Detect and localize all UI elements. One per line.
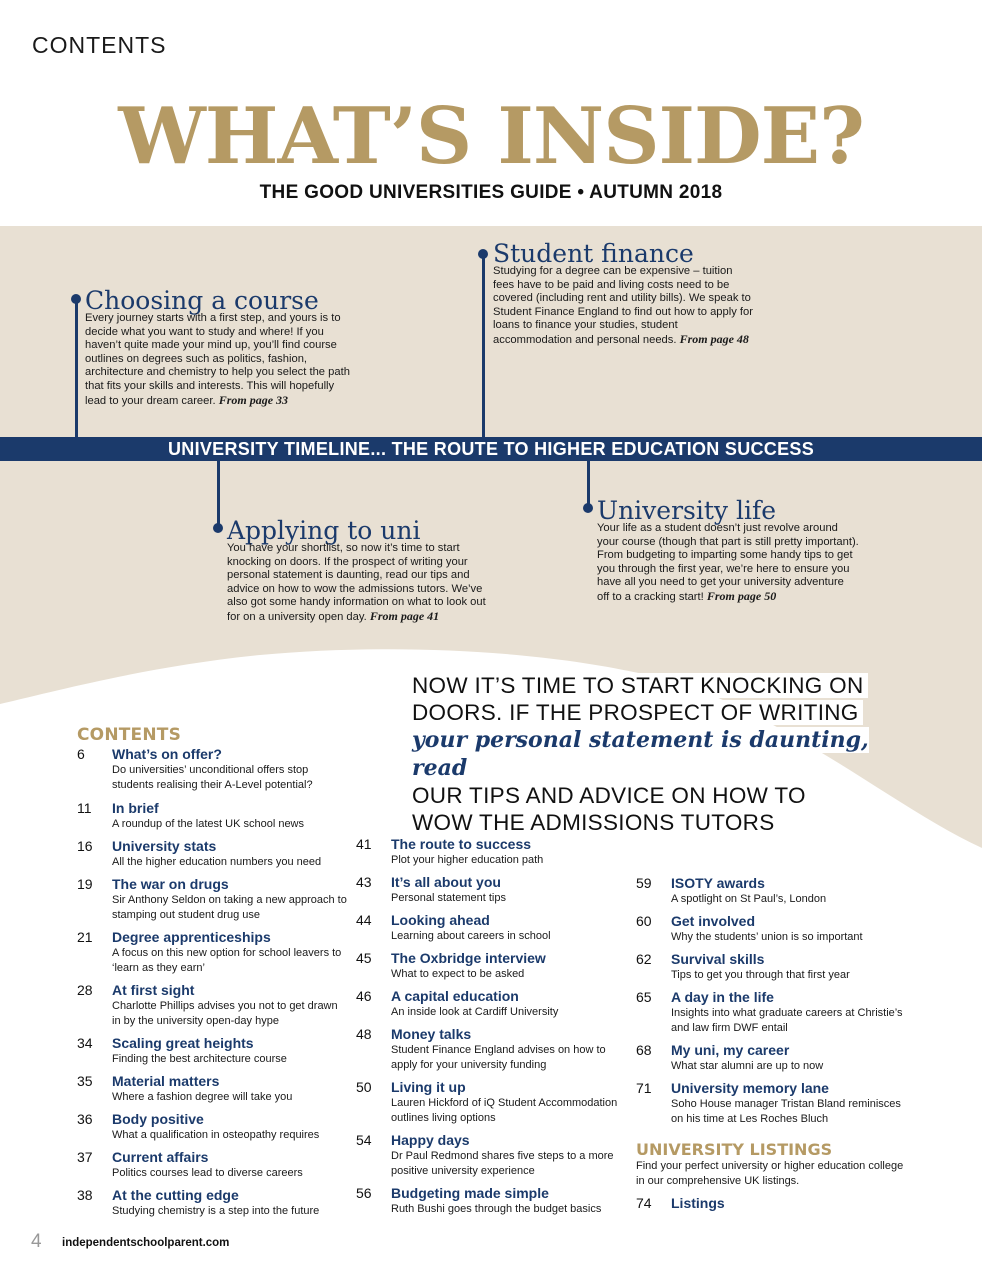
entry-page: 28	[77, 982, 93, 998]
contents-entry[interactable]	[77, 982, 349, 1029]
entry-title: University memory lane	[671, 1080, 829, 1096]
contents-entry[interactable]	[77, 1035, 349, 1067]
stage-text: Every journey starts with a first step, and yours is to decide what you want to study and where! If you haven’t quite made your mind up, you’ll find course outlines on degrees such as politics, fashion, architecture and chemistry to help you select the path that fits your skills and interests. This will hopefully lead to your dream career.	[85, 312, 350, 407]
entry-page: 34	[77, 1035, 93, 1051]
entry-page: 21	[77, 929, 93, 945]
entry-desc: What to expect to be asked	[391, 968, 525, 980]
contents-entry[interactable]	[356, 874, 628, 906]
timeline-dot-finance	[478, 249, 488, 259]
entry-desc: Dr Paul Redmond shares five steps to a more positive university experience	[391, 1150, 614, 1177]
entry-desc: A roundup of the latest UK school news	[112, 818, 305, 830]
contents-entry[interactable]	[77, 746, 349, 793]
page-number: 4	[31, 1231, 42, 1252]
entry-title: The route to success	[391, 836, 532, 852]
entry-title: Money talks	[391, 1026, 472, 1042]
entry-title: A capital education	[391, 988, 519, 1004]
entry-desc: Insights into what graduate careers at Christie’s and law firm DWF entail	[671, 1007, 903, 1034]
contents-heading: CONTENTS	[77, 725, 182, 745]
entry-title: ISOTY awards	[671, 875, 765, 891]
contents-column-1	[77, 746, 349, 1219]
listings-heading: UNIVERSITY LISTINGS	[636, 1140, 833, 1159]
pull-quote-line: NOW IT’S TIME TO START KNOCKING ON	[412, 673, 868, 698]
stage-from-page: From page 50	[706, 588, 777, 603]
entry-desc: Charlotte Phillips advises you not to get drawn in by the university open-day hype	[112, 1000, 338, 1027]
contents-entry[interactable]	[636, 1080, 908, 1127]
entry-title: Budgeting made simple	[391, 1185, 549, 1201]
stage-body-finance	[493, 265, 755, 348]
entry-title: Body positive	[112, 1111, 204, 1127]
stage-body-applying	[227, 542, 495, 625]
contents-entry[interactable]	[77, 876, 349, 923]
entry-desc: Tips to get you through that first year	[671, 969, 850, 981]
entry-title: What’s on offer?	[112, 746, 222, 762]
contents-entry[interactable]	[77, 1187, 349, 1219]
timeline-label: UNIVERSITY TIMELINE... THE ROUTE TO HIGHER EDUCATION SUCCESS	[167, 439, 815, 459]
entry-title: In brief	[112, 800, 159, 816]
contents-entry[interactable]	[356, 1132, 628, 1179]
entry-desc: Personal statement tips	[391, 892, 506, 904]
pull-quote	[412, 672, 912, 836]
stage-body-choosing	[85, 312, 350, 408]
stage-text: You have your shortlist, so now it’s time to start knocking on doors. If the prospect of writing your personal statement is daunting, read our tips and advice on how to wow the admissions tutors. We’ve also got some handy information on what to look out for on a university open day.	[227, 542, 486, 623]
contents-entry[interactable]	[636, 989, 908, 1036]
entry-page: 36	[77, 1111, 93, 1127]
entry-page: 37	[77, 1149, 93, 1165]
entry-page: 60	[636, 913, 652, 929]
entry-title: A day in the life	[671, 989, 774, 1005]
entry-desc: Where a fashion degree will take you	[112, 1091, 293, 1103]
contents-entry[interactable]	[636, 1195, 908, 1212]
entry-page: 56	[356, 1185, 372, 1201]
entry-title: Listings	[671, 1195, 725, 1211]
contents-entry[interactable]	[77, 929, 349, 976]
entry-desc: Ruth Bushi goes through the budget basics	[391, 1203, 602, 1215]
entry-title: Current affairs	[112, 1149, 209, 1165]
entry-desc: Student Finance England advises on how to apply for your university funding	[391, 1044, 606, 1071]
entry-desc: Studying chemistry is a step into the future	[112, 1205, 320, 1217]
stage-from-page: From page 33	[218, 392, 289, 407]
contents-entry[interactable]	[356, 1079, 628, 1126]
page-title: WHAT’S INSIDE?	[118, 91, 864, 182]
stage-title-choosing: Choosing a course	[85, 286, 319, 315]
stage-title-unilife: University life	[597, 496, 777, 525]
contents-entry[interactable]	[636, 913, 908, 945]
entry-page: 16	[77, 838, 93, 854]
entry-page: 68	[636, 1042, 652, 1058]
contents-entry[interactable]	[77, 1073, 349, 1105]
pull-quote-line: WOW THE ADMISSIONS TUTORS	[412, 810, 779, 835]
entry-page: 19	[77, 876, 93, 892]
contents-entry[interactable]	[77, 1111, 349, 1143]
entry-title: My uni, my career	[671, 1042, 790, 1058]
entry-page: 74	[636, 1195, 652, 1211]
pull-quote-italic-line: your personal statement is daunting, read	[412, 727, 869, 781]
timeline-dot-unilife	[583, 503, 593, 513]
timeline-dot-applying	[213, 523, 223, 533]
entry-title: Get involved	[671, 913, 756, 929]
entry-title: Scaling great heights	[112, 1035, 254, 1051]
entry-desc: Sir Anthony Seldon on taking a new approach to stamping out student drug use	[112, 894, 347, 921]
entry-desc: A focus on this new option for school leavers to ‘learn as they earn’	[112, 947, 342, 974]
entry-page: 50	[356, 1079, 372, 1095]
entry-page: 62	[636, 951, 652, 967]
entry-page: 46	[356, 988, 372, 1004]
entry-page: 6	[77, 746, 85, 762]
contents-entry[interactable]	[356, 836, 628, 868]
contents-entry[interactable]	[356, 1026, 628, 1073]
entry-title: The Oxbridge interview	[391, 950, 546, 966]
entry-desc: Soho House manager Tristan Bland reminisces on his time at Les Roches Bluch	[671, 1098, 901, 1125]
entry-page: 54	[356, 1132, 372, 1148]
contents-entry[interactable]	[636, 1042, 908, 1074]
contents-entry[interactable]	[636, 875, 908, 907]
entry-desc: Plot your higher education path	[391, 854, 544, 866]
entry-title: Survival skills	[671, 951, 765, 967]
entry-page: 44	[356, 912, 372, 928]
entry-page: 71	[636, 1080, 652, 1096]
entry-page: 11	[77, 800, 92, 816]
contents-entry[interactable]	[77, 1149, 349, 1181]
timeline-stem-unilife	[587, 460, 590, 508]
contents-column-2	[356, 836, 628, 1217]
stage-text: Studying for a degree can be expensive – tuition fees have to be paid and living costs need to be covered (including rent and utility bills). We speak to Student Finance England to find out how to apply for loans to finance your studies, student accommodation and personal needs.	[493, 265, 753, 346]
stage-from-page: From page 41	[369, 608, 440, 623]
entry-title: Happy days	[391, 1132, 470, 1148]
entry-desc: An inside look at Cardiff University	[391, 1006, 559, 1018]
entry-title: It’s all about you	[391, 874, 501, 890]
entry-page: 43	[356, 874, 372, 890]
entry-page: 35	[77, 1073, 93, 1089]
entry-desc: Lauren Hickford of iQ Student Accommodation outlines living options	[391, 1097, 618, 1124]
contents-column-3	[636, 875, 908, 1127]
entry-page: 65	[636, 989, 652, 1005]
entry-desc: Why the students’ union is so important	[671, 931, 863, 943]
contents-entry[interactable]	[356, 950, 628, 982]
entry-page: 48	[356, 1026, 372, 1042]
entry-page: 41	[356, 836, 372, 852]
section-label: CONTENTS	[32, 32, 167, 58]
contents-entry[interactable]	[356, 988, 628, 1020]
stage-title-finance: Student finance	[493, 239, 694, 268]
entry-title: University stats	[112, 838, 217, 854]
pull-quote-line: DOORS. IF THE PROSPECT OF WRITING	[412, 700, 863, 725]
timeline-stem-applying	[217, 460, 220, 528]
contents-entry[interactable]	[356, 912, 628, 944]
entry-desc: What a qualification in osteopathy requires	[112, 1129, 320, 1141]
contents-entry[interactable]	[77, 838, 349, 870]
entry-title: Degree apprenticeships	[112, 929, 271, 945]
contents-entry[interactable]	[77, 800, 349, 832]
listings-entry-wrap	[636, 1195, 908, 1212]
entry-title: The war on drugs	[112, 876, 229, 892]
website-url[interactable]: independentschoolparent.com	[62, 1237, 230, 1249]
timeline-dot-choosing	[71, 294, 81, 304]
stage-from-page: From page 48	[679, 331, 749, 346]
entry-desc: A spotlight on St Paul’s, London	[671, 893, 827, 905]
entry-desc: What star alumni are up to now	[671, 1060, 824, 1072]
stage-body-unilife	[597, 522, 859, 605]
entry-desc: Do universities’ unconditional offers stop students realising their A-Level potential?	[112, 764, 313, 791]
pull-quote-line: OUR TIPS AND ADVICE ON HOW TO	[412, 783, 810, 808]
entry-title: Looking ahead	[391, 912, 490, 928]
entry-title: At the cutting edge	[112, 1187, 239, 1203]
timeline-stem-finance	[482, 253, 485, 438]
page-subtitle: THE GOOD UNIVERSITIES GUIDE • AUTUMN 2018	[259, 182, 723, 203]
entry-desc: Learning about careers in school	[391, 930, 551, 942]
contents-entry[interactable]	[636, 951, 908, 983]
entry-desc: All the higher education numbers you need	[112, 856, 322, 868]
stage-text: Your life as a student doesn’t just revolve around your course (though that part is still pretty important). From budgeting to imparting some handy tips to get you through the first year, we’re here to ensure you have all you need to get your university adventure off to a cracking start!	[597, 522, 859, 603]
entry-page: 38	[77, 1187, 93, 1203]
timeline-stem-choosing	[75, 298, 78, 438]
entry-title: At first sight	[112, 982, 195, 998]
contents-entry[interactable]	[356, 1185, 628, 1217]
entry-page: 45	[356, 950, 372, 966]
entry-desc: Politics courses lead to diverse careers	[112, 1167, 303, 1179]
entry-title: Living it up	[391, 1079, 466, 1095]
stage-title-applying: Applying to uni	[227, 516, 421, 545]
entry-desc: Finding the best architecture course	[112, 1053, 287, 1065]
entry-page: 59	[636, 875, 652, 891]
listings-description: Find your perfect university or higher education college in our comprehensive UK listings.	[636, 1160, 904, 1187]
entry-title: Material matters	[112, 1073, 220, 1089]
